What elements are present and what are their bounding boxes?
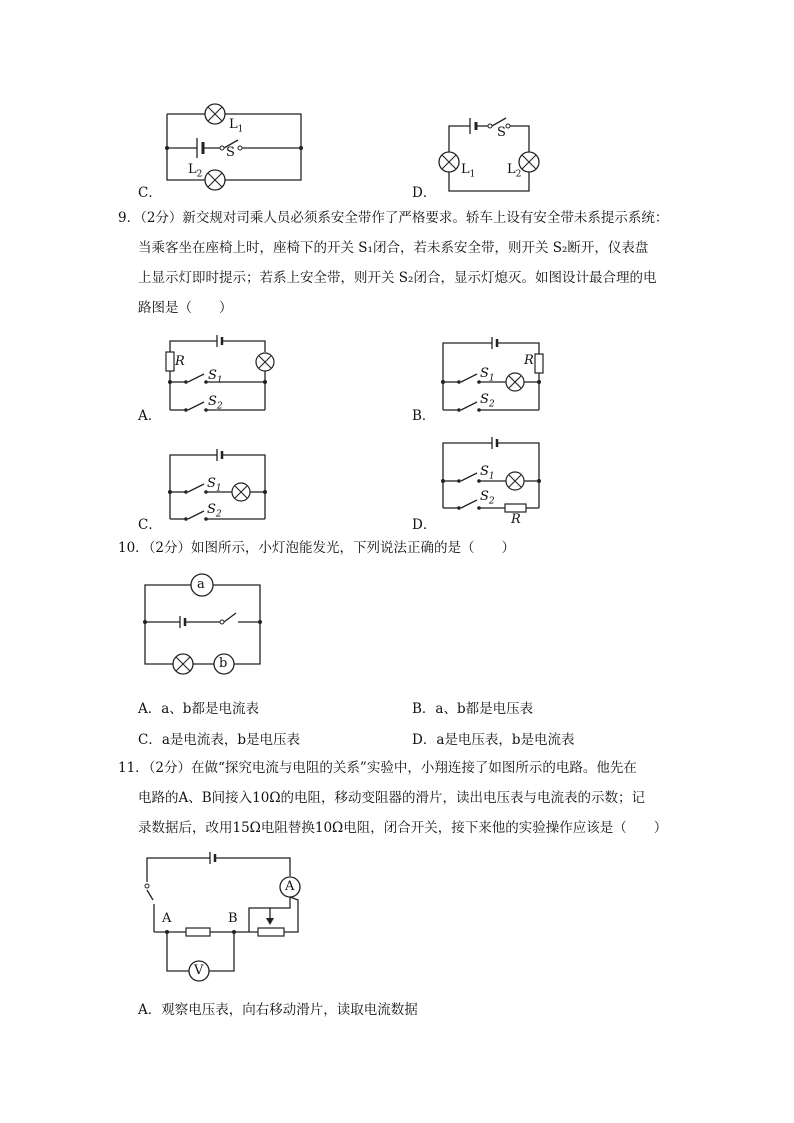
q11-choice-a: A．观察电压表，向右移动滑片，读取电流数据 <box>138 1002 418 1018</box>
q9-stem-line1: 9．（2分）新交规对司乘人员必须系安全带作了严格要求。轿车上设有安全带未系提示系统： <box>118 210 669 226</box>
q10-choice-d: D．a是电压表，b是电流表 <box>412 732 575 748</box>
q9d-r-label: R <box>511 512 521 527</box>
q9-option-a-label: A． <box>138 408 162 424</box>
q11-point-a-label: A <box>162 911 172 926</box>
q8d-s-label: S <box>497 125 506 140</box>
q8d-l2-label: $L_2$ <box>507 162 522 180</box>
q11-voltmeter-label: V <box>194 963 204 978</box>
q10-meter-a-label: a <box>197 577 205 592</box>
q11-stem-line2: 电路的A、B间接入10Ω的电阻，移动变阻器的滑片，读出电压表与电流表的示数；记 <box>138 790 646 806</box>
q9c-s2-label: $S_2$ <box>207 502 222 520</box>
q10-choice-a: A．a、b都是电流表 <box>138 701 259 717</box>
q9-option-d-label: D． <box>412 517 437 533</box>
q9-stem-line4: 路图是（ ） <box>138 300 233 316</box>
q11-rheostat-icon <box>258 928 284 936</box>
q8-option-c-label: C． <box>138 185 162 201</box>
q9a-r-label: R <box>175 354 185 369</box>
q10-stem: 10．（2分）如图所示，小灯泡能发光，下列说法正确的是（ ） <box>118 540 516 556</box>
q10-meter-b-label: b <box>219 656 228 671</box>
q11-point-b-label: B <box>228 911 238 926</box>
q9a-s1-label: $S_1$ <box>208 368 223 386</box>
q8c-s-label: S <box>226 145 235 160</box>
q9b-r-label: R <box>524 353 534 368</box>
q11-resistor-ab-icon <box>186 928 210 936</box>
q9d-s2-label: $S_2$ <box>480 489 495 507</box>
q9-option-b-label: B． <box>412 408 436 424</box>
q9c-s1-label: $S_1$ <box>207 476 222 494</box>
q9d-s1-label: $S_1$ <box>480 464 495 482</box>
q11-stem-line1: 11．（2分）在做“探究电流与电阻的关系”实验中，小翔连接了如图所示的电路。他先在 <box>118 760 637 776</box>
q9-stem-line2: 当乘客坐在座椅上时，座椅下的开关 S₁闭合，若未系安全带，则开关 S₂断开，仪表盘 <box>138 240 649 256</box>
q10-choice-c: C．a是电流表，b是电压表 <box>138 732 301 748</box>
q9b-s1-label: $S_1$ <box>480 366 495 384</box>
q8c-l1-label: $L_1$ <box>229 117 244 135</box>
q9b-s2-label: $S_2$ <box>480 392 495 410</box>
q11-stem-line3: 录数据后，改用15Ω电阻替换10Ω电阻，闭合开关，接下来他的实验操作应该是（ ） <box>138 820 668 836</box>
q8-option-d-label: D． <box>412 185 437 201</box>
q8c-l2-label: $L_2$ <box>188 162 203 180</box>
q8d-l1-label: $L_1$ <box>461 162 476 180</box>
q10-choice-b: B．a、b都是电压表 <box>412 701 534 717</box>
q11-ammeter-label: A <box>285 879 295 894</box>
q9-stem-line3: 上显示灯即时提示；若系上安全带，则开关 S₂闭合，显示灯熄灭。如图设计最合理的电 <box>138 270 657 286</box>
q9a-s2-label: $S_2$ <box>208 394 223 412</box>
q9-option-c-label: C． <box>138 517 162 533</box>
